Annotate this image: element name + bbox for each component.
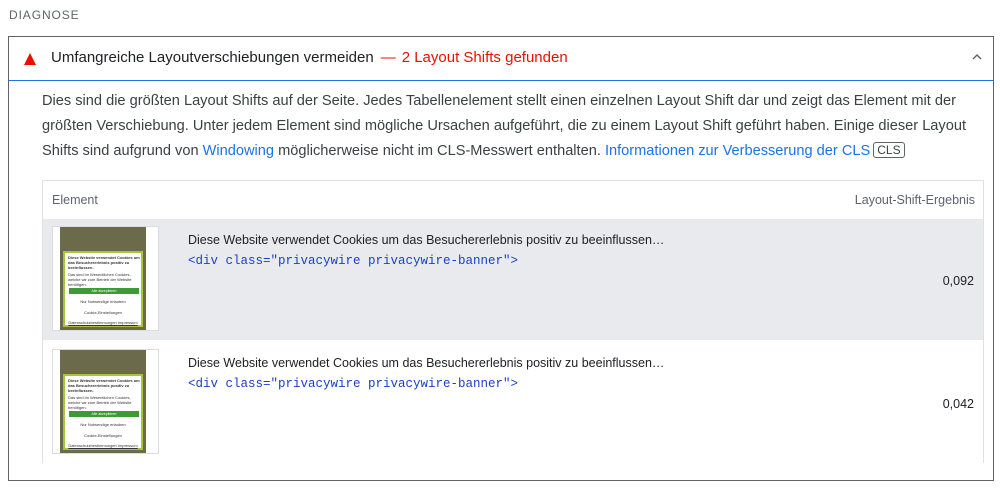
thumbnail-necessary: Nur Notwendige erlauben bbox=[80, 299, 126, 304]
layout-shift-score: 0,092 bbox=[942, 274, 974, 288]
column-header-element: Element bbox=[52, 193, 98, 207]
cls-badge: CLS bbox=[873, 142, 904, 158]
node-label: Diese Website verwendet Cookies um das Besuchererlebnis positiv zu beeinflussen… bbox=[188, 356, 665, 370]
audit-header[interactable] bbox=[9, 37, 993, 81]
windowing-link[interactable]: Windowing bbox=[202, 143, 275, 159]
layout-shift-table bbox=[42, 180, 984, 463]
element-screenshot-thumbnail[interactable] bbox=[52, 226, 159, 331]
node-snippet: <div class="privacywire privacywire-banner"> bbox=[188, 377, 519, 391]
node-snippet: <div class="privacywire privacywire-banner"> bbox=[188, 254, 519, 268]
node-label: Diese Website verwendet Cookies um das Besuchererlebnis positiv zu beeinflussen… bbox=[188, 233, 665, 247]
thumbnail-body: Das sind im Wesentlichen Cookies, welche wir zum Betrieb der Website benötigen. bbox=[68, 272, 132, 287]
description-text-1: Dies sind die größten Layout Shifts auf der Seite. Jedes Tabellenelement stellt einen einzelnen Layout Shift dar und zeigt das Element mit der größten Verschiebung. Unter jedem Element sind mögliche Ursachen aufgeführt, die zu einem Layout Shift geführt haben. Einige dieser Layout Shifts sind aufgrund von bbox=[42, 93, 967, 159]
audit-panel bbox=[8, 36, 994, 481]
thumbnail-heading: Diese Website verwendet Cookies um das Besuchererlebnis positiv zu beeinflussen. bbox=[68, 255, 140, 270]
layout-shift-score: 0,042 bbox=[942, 397, 974, 411]
thumbnail-accept-button: Alle akzeptieren bbox=[69, 288, 139, 294]
thumbnail-accept-button: Alle akzeptieren bbox=[69, 411, 139, 417]
audit-display-value: 2 Layout Shifts gefunden bbox=[401, 49, 568, 66]
description-text-2: möglicherweise nicht im CLS-Messwert enthalten. bbox=[274, 143, 605, 159]
audit-title-line bbox=[51, 49, 568, 66]
thumbnail-heading: Diese Website verwendet Cookies um das Besuchererlebnis positiv zu beeinflussen. bbox=[68, 378, 140, 393]
thumbnail-page bbox=[60, 227, 146, 330]
thumbnail-body: Das sind im Wesentlichen Cookies, welche wir zum Betrieb der Website benötigen. bbox=[68, 395, 132, 410]
chevron-up-icon[interactable] bbox=[971, 51, 983, 63]
thumbnail-settings: Cookie-Einstellungen bbox=[84, 433, 122, 438]
section-title: DIAGNOSE bbox=[9, 8, 80, 22]
audit-separator: — bbox=[380, 49, 396, 66]
table-row[interactable] bbox=[43, 342, 983, 463]
element-screenshot-thumbnail[interactable] bbox=[52, 349, 159, 454]
thumbnail-page bbox=[60, 350, 146, 453]
audit-title: Umfangreiche Layoutverschiebungen vermeiden bbox=[51, 49, 374, 66]
column-header-score: Layout-Shift-Ergebnis bbox=[854, 193, 975, 207]
audit-description bbox=[42, 89, 982, 164]
thumbnail-settings: Cookie-Einstellungen bbox=[84, 310, 122, 315]
thumbnail-links: Datenschutzbestimmungen Impressum bbox=[68, 443, 138, 448]
thumbnail-links: Datenschutzbestimmungen Impressum bbox=[68, 320, 138, 325]
thumbnail-cookie-banner bbox=[63, 251, 143, 327]
fail-triangle-icon bbox=[23, 52, 37, 66]
learn-more-cls-link[interactable]: Informationen zur Verbesserung der CLS bbox=[604, 143, 871, 159]
thumbnail-cookie-banner bbox=[63, 374, 143, 450]
table-row[interactable] bbox=[43, 219, 983, 340]
thumbnail-necessary: Nur Notwendige erlauben bbox=[80, 422, 126, 427]
